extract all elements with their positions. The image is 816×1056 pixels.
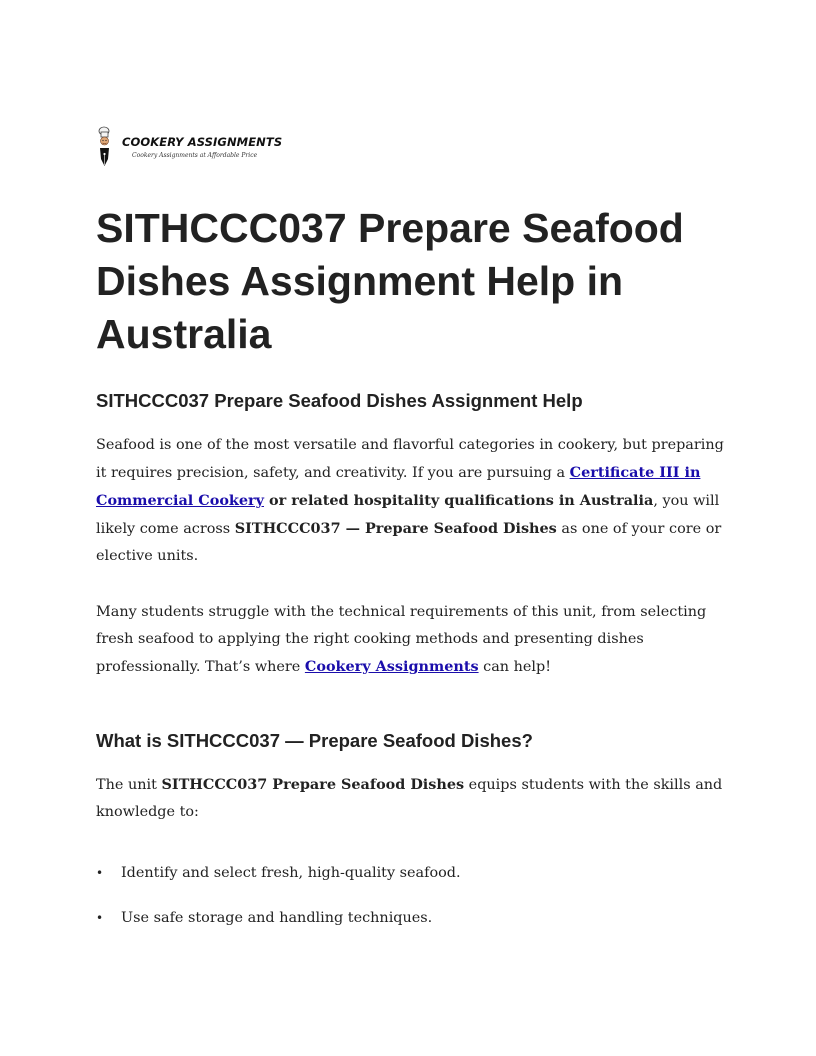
unit-text-1: The unit: [96, 777, 162, 793]
students-text-2: can help!: [478, 659, 552, 675]
students-text-1: Many students struggle with the technical requirements of this unit, from selecting fresh seafood to applying the right cooking methods and presenting dishes professionally. That’s where: [96, 604, 707, 675]
certificate-link[interactable]: Certificate III in Commercial Cookery: [96, 464, 701, 509]
cookery-assignments-link[interactable]: Cookery Assignments: [304, 658, 479, 675]
section-heading-assignment-help: SITHCCC037 Prepare Seafood Dishes Assignment Help: [96, 390, 583, 411]
intro-bold-2: SITHCCC037 — Prepare Seafood Dishes: [234, 520, 557, 537]
bullet-icon: •: [96, 866, 104, 880]
list-item: [96, 905, 720, 932]
unit-paragraph: [96, 771, 726, 826]
page-title: SITHCCC037 Prepare Seafood Dishes Assignment Help in Australia: [96, 205, 684, 357]
list-item: [96, 860, 720, 887]
section-heading-what-is: What is SITHCCC037 — Prepare Seafood Dishes?: [96, 730, 533, 751]
bullet-icon: •: [96, 911, 104, 925]
chef-pen-icon: [96, 126, 118, 168]
unit-bold-1: SITHCCC037 Prepare Seafood Dishes: [161, 776, 465, 793]
intro-text-1: Seafood is one of the most versatile and flavorful categories in cookery, but preparing it requires precision, safety, and creativity. If you are pursuing a: [96, 437, 724, 481]
students-paragraph: [96, 599, 726, 681]
list-item-text: Identify and select fresh, high-quality seafood.: [121, 865, 461, 881]
logo-title: COOKERY ASSIGNMENTS: [122, 135, 283, 149]
unit-text-2: equips students with the skills and knowledge to:: [96, 777, 723, 820]
logo-tagline: Cookery Assignments at Affordable Price: [132, 152, 258, 159]
brand-logo: [96, 126, 283, 168]
intro-text-3: as one of your core or elective units.: [96, 521, 722, 564]
intro-text-2: , you will likely come across: [96, 493, 720, 537]
intro-bold-1: or related hospitality qualifications in Australia: [264, 492, 654, 509]
skills-list: [96, 860, 720, 950]
intro-paragraph: [96, 432, 726, 570]
list-item-text: Use safe storage and handling techniques.: [121, 910, 433, 926]
